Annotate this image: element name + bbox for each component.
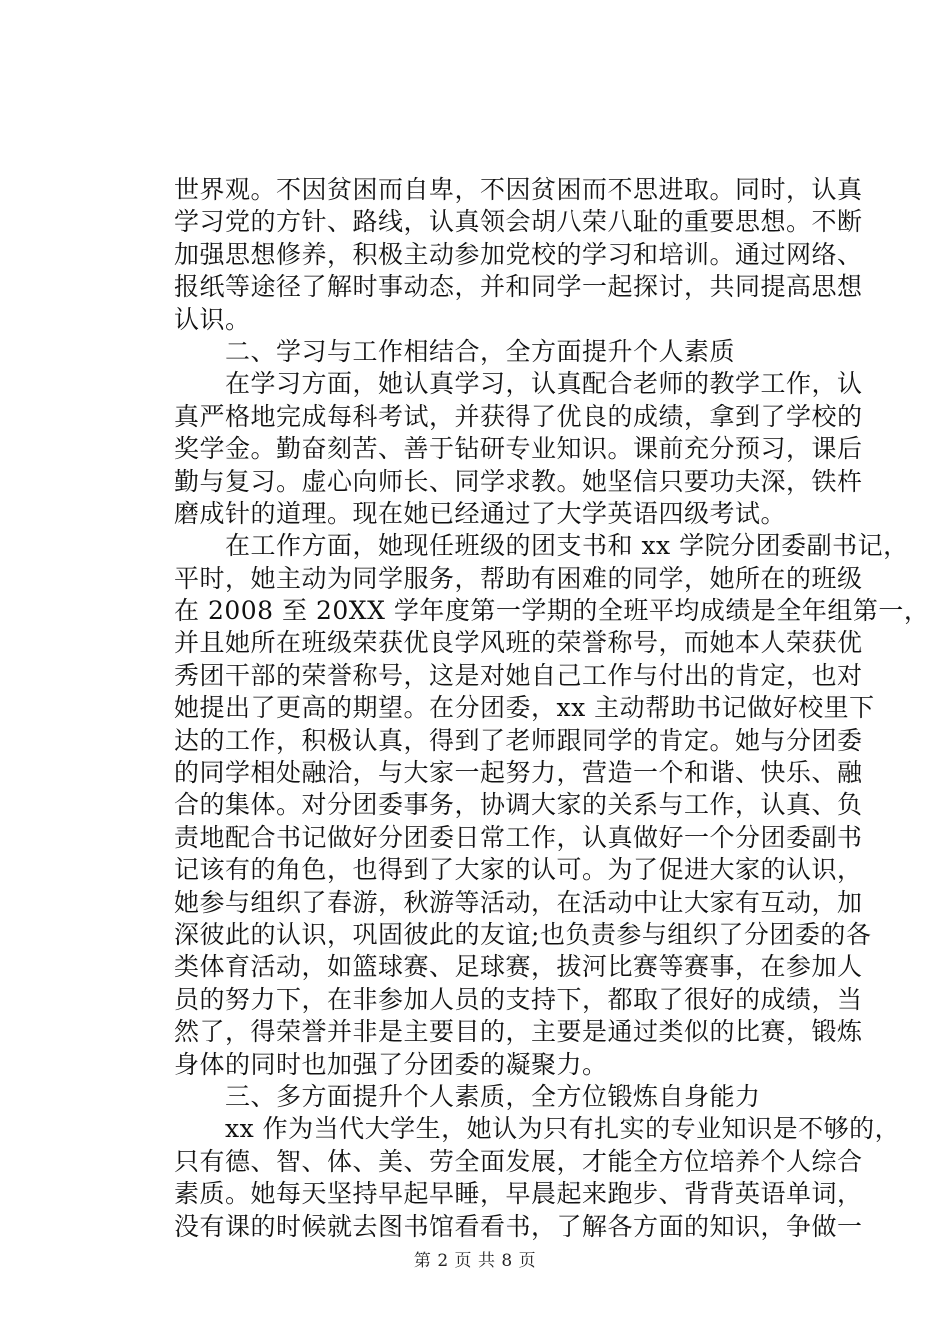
section-heading: 三、多方面提升个人素质，全方位锻炼自身能力 [174,1081,761,1111]
text-line: 合的集体。对分团委事务，协调大家的关系与工作，认真、负 [174,790,863,820]
text-line: 没有课的时候就去图书馆看看书，了解各方面的知识，争做一 [174,1211,863,1241]
text-line: 只有德、智、体、美、劳全面发展，才能全方位培养个人综合 [174,1146,863,1176]
text-line: 勤与复习。虚心向师长、同学求教。她坚信只要功夫深，铁杵 [174,466,863,496]
section-heading: 二、学习与工作相结合，全方面提升个人素质 [174,336,736,366]
text-line: 奖学金。勤奋刻苦、善于钻研专业知识。课前充分预习，课后 [174,434,863,464]
text-line: 然了，得荣誉并非是主要目的，主要是通过类似的比赛，锻炼 [174,1017,863,1047]
text-line: 员的努力下，在非参加人员的支持下，都取了很好的成绩，当 [174,984,863,1014]
text-line: 秀团干部的荣誉称号，这是对她自己工作与付出的肯定，也对 [174,660,863,690]
text-line: 在学习方面，她认真学习，认真配合老师的教学工作，认 [174,369,863,399]
text-line: 世界观。不因贫困而自卑，不因贫困而不思进取。同时，认真 [174,175,863,204]
text-line: 并且她所在班级荣获优良学风班的荣誉称号，而她本人荣获优 [174,628,863,658]
text-line: 在 2008 至 20XX 学年度第一学期的全班平均成绩是全年组第一， [174,596,930,626]
text-line: 素质。她每天坚持早起早睡，早晨起来跑步、背背英语单词， [174,1179,863,1209]
body-text [174,174,930,1243]
text-line: 记该有的角色，也得到了大家的认可。为了促进大家的认识， [174,855,863,885]
text-line: 达的工作，积极认真，得到了老师跟同学的肯定。她与分团委 [174,725,863,755]
text-line: 她提出了更高的期望。在分团委，xx 主动帮助书记做好校里下 [174,693,875,723]
text-line: 认识。 [174,304,251,334]
page-footer: 第 2 页 共 8 页 [413,1251,537,1271]
text-line: 身体的同时也加强了分团委的凝聚力。 [174,1049,608,1079]
text-line: xx 作为当代大学生，她认为只有扎实的专业知识是不够的， [174,1114,901,1144]
text-line: 平时，她主动为同学服务，帮助有困难的同学，她所在的班级 [174,563,863,593]
text-line: 她参与组织了春游，秋游等活动，在活动中让大家有互动，加 [174,887,863,917]
text-line: 学习党的方针、路线，认真领会胡八荣八耻的重要思想。不断 [174,207,863,237]
text-line: 加强思想修养，积极主动参加党校的学习和培训。通过网络、 [174,239,863,269]
text-line: 在工作方面，她现任班级的团支书和 xx 学院分团委副书记， [174,531,909,561]
text-line: 的同学相处融洽，与大家一起努力，营造一个和谐、快乐、融 [174,758,863,788]
text-line: 深彼此的认识，巩固彼此的友谊;也负责参与组织了分团委的各 [174,919,872,949]
text-line: 责地配合书记做好分团委日常工作，认真做好一个分团委副书 [174,822,863,852]
text-line: 类体育活动，如篮球赛、足球赛，拔河比赛等赛事，在参加人 [174,952,863,982]
text-line: 真严格地完成每科考试，并获得了优良的成绩，拿到了学校的 [174,401,863,431]
text-line: 报纸等途径了解时事动态，并和同学一起探讨，共同提高思想 [174,272,863,302]
text-line: 磨成针的道理。现在她已经通过了大学英语四级考试。 [174,498,787,528]
